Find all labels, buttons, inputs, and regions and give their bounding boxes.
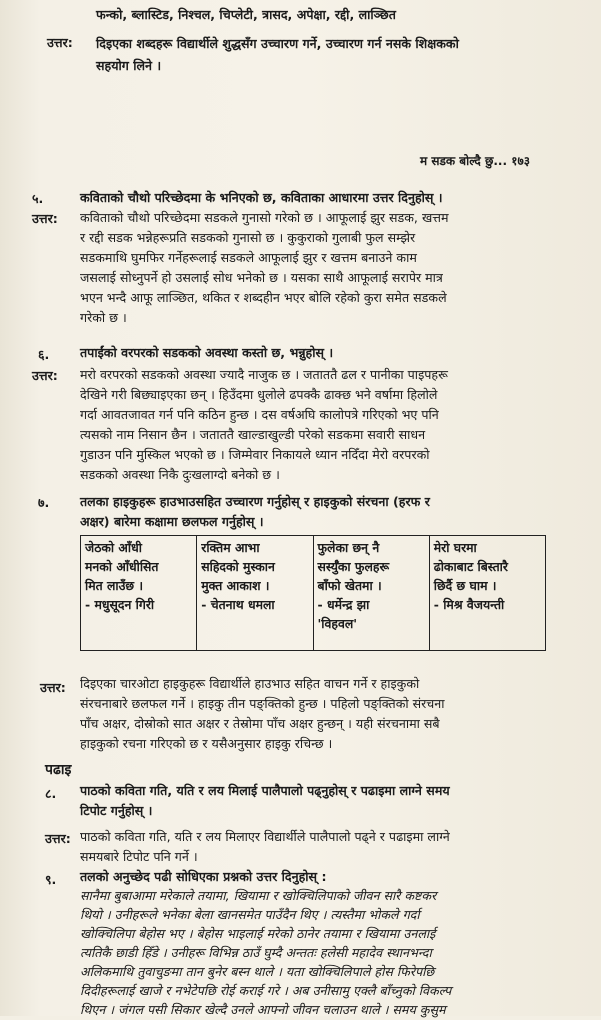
answer-line: हाइकुको रचना गरिएको छ र यसैअनुसार हाइकु रचिन्छ ।	[80, 736, 333, 751]
haiku-cell	[429, 536, 545, 651]
passage-line: दिदीहरूलाई खाजे र नभेटेपछि रोई कराई गरे । अब उनीसामु एक्लै बाँच्नुको विकल्प	[80, 983, 452, 998]
haiku-cell	[81, 536, 197, 651]
answer-line: पाँच अक्षर, दोस्रोको सात अक्षर र तेस्रोमा पाँच अक्षर हुन्छन् । यही संरचनामा सबै	[80, 716, 440, 731]
passage-line: सानैमा बुबाआमा मरेकाले तयामा, खियामा र खोक्चिलिपाको जीवन सारै कष्टकर	[80, 888, 437, 903]
answer-label: उत्तर:	[45, 831, 71, 846]
answer-line: गरेको छ ।	[80, 310, 127, 325]
answer-label: उत्तर:	[47, 35, 73, 50]
question-text: अक्षर) बारेमा कक्षामा छलफल गर्नुहोस् ।	[80, 514, 264, 529]
haiku-cell	[197, 536, 313, 651]
answer-line: सडकको अवस्था निकै दुःखलाग्दो बनेको छ ।	[80, 467, 280, 482]
answer-line: सडकमाथि घुमफिर गर्नेहरूलाई सडकले आफूलाई झुर र खत्तम बनाउने काम	[80, 250, 417, 265]
question-text: तपाईंको वरपरको सडकको अवस्था कस्तो छ, भन्नुहोस् ।	[80, 345, 334, 360]
question-text: टिपोट गर्नुहोस् ।	[80, 803, 153, 818]
answer-label: उत्तर:	[32, 211, 58, 226]
running-header: म सडक बोल्दै छु... १७३	[420, 154, 530, 168]
question-number: ६.	[38, 347, 50, 362]
haiku-text: जेठको आँधी मनको आँधीसित मित लाउँछ । - मधुसूदन गिरी	[85, 540, 159, 612]
question-text: कविताको चौथो परिच्छेदमा के भनिएको छ, कविताका आधारमा उत्तर दिनुहोस् ।	[80, 190, 443, 205]
passage-line: अलिकमाथि तुवाचुङमा तान बुनेर बस्न थाले । यता खोक्चिलिपाले होस फिरेपछि	[80, 964, 435, 979]
answer-line: दिइएका चारओटा हाइकुहरू विद्यार्थीले हाउभाउ सहित वाचन गर्ने र हाइकुको	[80, 676, 420, 691]
answer-line: समयबारे टिपोट पनि गर्ने ।	[80, 849, 198, 864]
answer-line: जसलाई सोध्नुपर्ने हो उसलाई सोध भनेको छ । यसका साथै आफूलाई सरापेर मात्र	[80, 270, 443, 285]
answer-line: संरचनाबारे छलफल गर्ने । हाइकु तीन पङ्क्तिको हुन्छ । पहिलो पङ्क्तिको संरचना	[80, 696, 445, 711]
answer-line: त्यसको नाम निसान छैन । जताततै खाल्डाखुल्डी परेको सडकमा सवारी साधन	[80, 427, 426, 442]
answer-line: र रद्दी सडक भन्नेहरूप्रति सडकको गुनासो छ । कुकुराको गुलाबी फुल सम्झेर	[80, 230, 416, 245]
answer-label: उत्तर:	[32, 368, 58, 383]
haiku-text: मेरो घरमा ढोकाबाट बिस्तारै छिर्दै छ घाम । - मिश्र वैजयन्ती	[433, 540, 508, 612]
question-text: पाठको कविता गति, यति र लय मिलाई पालैपालो पढ्नुहोस् र पढाइमा लाग्ने समय	[80, 783, 450, 798]
answer-text: दिइएका शब्दहरू विद्यार्थीले शुद्धसँग उच्चारण गर्ने, उच्चारण गर्न नसके शिक्षकको	[96, 36, 459, 51]
haiku-cell	[313, 536, 429, 651]
question-number: ९.	[45, 872, 57, 887]
haiku-text: रक्तिम आभा सहिदको मुस्कान मुक्त आकाश । - चेतनाथ धमला	[201, 540, 275, 612]
haiku-text: फुलेका छन् नै सर्स्युँका फुलहरू बाँफो खेतमा । - धर्मेन्द्र झा 'विहवल'	[317, 540, 390, 631]
answer-line: देखिने गरी बिछ्याइएका छन् । हिउँदमा धुलोले ढपक्कै ढाक्छ भने वर्षामा हिलोले	[80, 387, 438, 402]
passage-line: थियो । उनीहरूले भनेका बेला खानसमेत पाउँदैन थिए । त्यस्तैमा भोकले गर्दा	[80, 907, 420, 922]
answer-text: सहयोग लिने ।	[96, 58, 162, 73]
passage-line: त्यतिकै छाडी हिँडे । उनीहरू विभिन्न ठाउँ घुम्दै अन्ततः हलेसी महादेव स्थानभन्दा	[80, 945, 432, 960]
answer-line: गुडाउन पनि मुस्किल भएको छ । जिम्मेवार निकायले ध्यान नदिँदा मेरो वरपरको	[80, 447, 430, 462]
answer-line: भएन भन्दै आफू लाञ्छित, थकित र शब्दहीन भएर बोलि रहेको कुरा समेत सडकले	[80, 290, 447, 305]
passage-line: थिएन । जंगल पसी सिकार खेल्दै उनले आफ्नो जीवन चलाउन थाले । समय कुसुम	[80, 1002, 446, 1017]
section-heading: पढाइ	[45, 762, 72, 778]
answer-line: कविताको चौथो परिच्छेदमा सडकले गुनासो गरेको छ । आफूलाई झुर सडक, खत्तम	[80, 210, 449, 225]
vocabulary-words: फन्को, ब्लास्टिड, निश्चल, चिप्लेटी, त्रासद, अपेक्षा, रद्दी, लाञ्छित	[96, 7, 396, 22]
answer-label: उत्तर:	[40, 680, 66, 695]
answer-line: मरो वरपरको सडकको अवस्था ज्यादै नाजुक छ । जताततै ढल र पानीका पाइपहरू	[80, 367, 448, 382]
question-text: तलको अनुच्छेद पढी सोधिएका प्रश्नको उत्तर दिनुहोस् :	[80, 869, 327, 884]
question-text: तलका हाइकुहरू हाउभाउसहित उच्चारण गर्नुहोस् र हाइकुको संरचना (हरफ र	[80, 494, 430, 509]
question-number: ८.	[45, 786, 57, 801]
question-number: ७.	[38, 495, 50, 510]
question-number: ५.	[32, 191, 44, 206]
haiku-table	[80, 535, 546, 651]
answer-line: गर्दा आवतजावत गर्न पनि कठिन हुन्छ । दस वर्षअघि कालोपत्रे गरिएको भए पनि	[80, 407, 439, 422]
answer-line: पाठको कविता गति, यति र लय मिलाएर विद्यार्थीले पालैपालो पढ्ने र पढाइमा लाग्ने	[80, 829, 450, 844]
table-row	[81, 536, 546, 651]
passage-line: खोक्चिलिपा बेहोस भए । बेहोस भाइलाई मरेको ठानेर तयामा र खियामा उनलाई	[80, 926, 436, 941]
